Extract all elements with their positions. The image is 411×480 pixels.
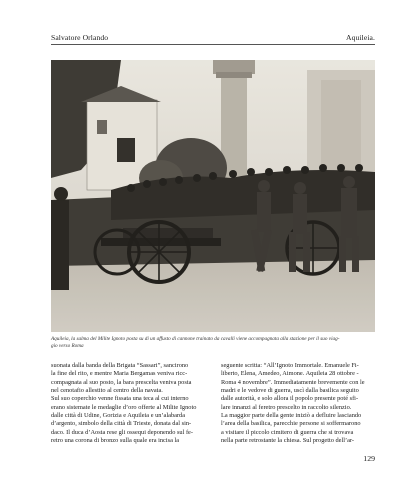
page-number: 129 (363, 454, 375, 463)
text-line: liberto, Elena, Amedeo, Aimone. Aquileia 28 ottobre - (221, 370, 359, 378)
text-line: dalle città di Udine, Gorizia e Aquileia e un’alabarda (51, 412, 186, 420)
text-line: Sul suo coperchio venne fissata una teca al cui interno (51, 395, 189, 403)
text-line: compagnata al suo posto, la bara prescelta veniva posta (51, 378, 192, 386)
body-column-right (221, 362, 376, 445)
text-line: daco. Il duca d’Aosta rese gli ossequi deponendo sul fe- (51, 428, 193, 436)
text-line: lare innanzi al feretro prescelto in raccolto silenzio. (221, 403, 352, 411)
text-line: nel cenotafio allestito al centro della navata. (51, 387, 163, 395)
text-line: d’argento, simbolo della città di Trieste, donata dal sin- (51, 420, 192, 428)
text-line: madri e le vedove di guerra, uscì dalla basilica seguito (221, 387, 359, 395)
text-line: retro una corona di bronzo sulla quale era incisa la (51, 437, 180, 445)
body-column-left (51, 362, 206, 445)
text-line: erano sistemate le medaglie d’oro offerte al Milite Ignoto (51, 403, 197, 411)
text-line: suonata dalla banda della Brigata “Sassari”, sancirono (51, 362, 189, 369)
header-rule (51, 44, 375, 45)
caption-line: Aquileia, la salma del Milite Ignoto posta su di un affusto di cannone trainato da cavalli viene accompagnata alla stazione per il suo viag- (51, 336, 340, 342)
photo-illustration (51, 60, 375, 332)
running-head-author: Salvatore Orlando (51, 33, 109, 42)
text-line: la fine del rito, e mentre Maria Bergamas veniva ricc- (51, 370, 188, 378)
text-line: dalle autorità, e solo allora il popolo presente poté sfi- (221, 395, 359, 403)
text-line: La maggior parte della gente iniziò a defluire lasciando (221, 412, 362, 420)
text-line: l’area della basilica, parecchie persone si soffermarono (221, 420, 361, 428)
text-line: seguente scritta: “All’Ignoto Immortale. Emanuele Fi- (221, 362, 359, 369)
text-line: a visitare il piccolo cimitero di guerra che si trovava (221, 428, 354, 436)
running-head-section: Aquileia. (346, 33, 375, 42)
caption-line: gio verso Roma (51, 343, 84, 350)
text-line: nella parte retrostante la chiesa. Sul progetto dell’ar- (221, 437, 355, 445)
text-line: Roma 4 novembre”. Immediatamente brevemente con le (221, 378, 365, 386)
historical-photo (51, 60, 375, 332)
photo-caption (51, 336, 376, 350)
